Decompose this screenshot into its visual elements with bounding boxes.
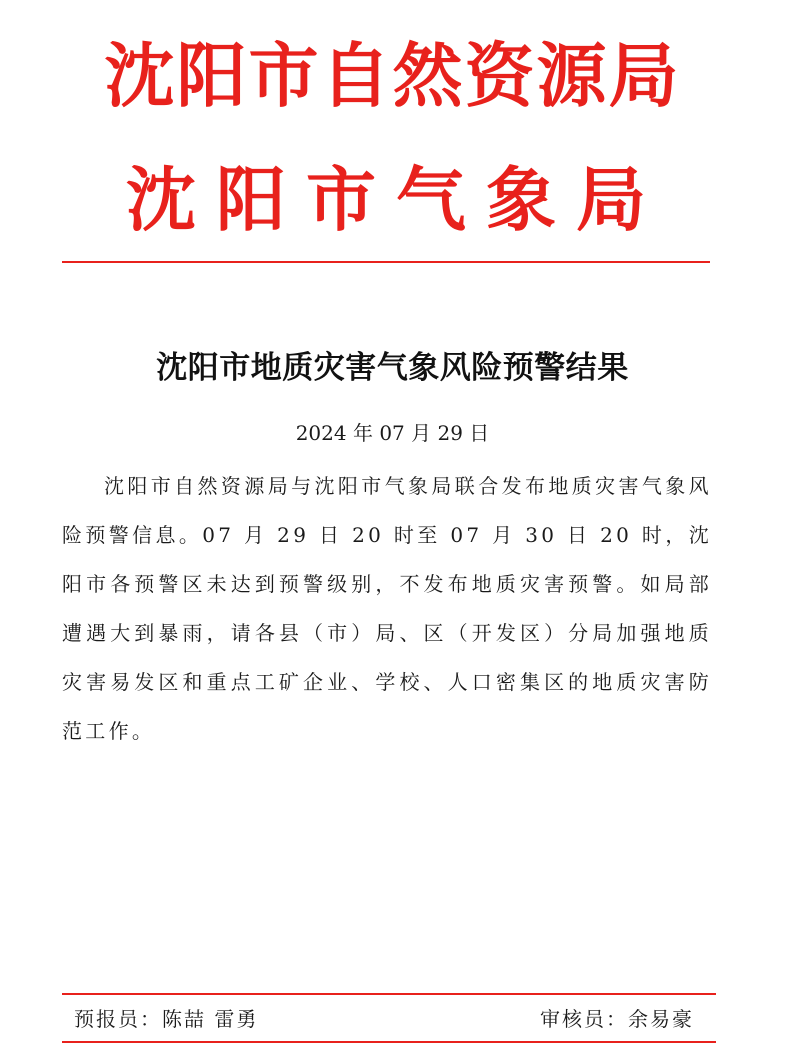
- issuer-org-natural-resources: 沈阳市自然资源局: [104, 34, 681, 117]
- issuer-org-char: 气: [396, 158, 466, 241]
- issuer-org-char: 象: [486, 158, 556, 241]
- signature-footer: [74, 1000, 694, 1038]
- issuer-org-char: 沈: [126, 158, 196, 241]
- footer-top-divider: [62, 993, 716, 995]
- issuer-org-char: 市: [306, 158, 376, 241]
- warning-body-text: 沈阳市自然资源局与沈阳市气象局联合发布地质灾害气象风险预警信息。07 月 29 日 20 时至 07 月 30 日 20 时，沈阳市各预警区未达到预警级别，不发布地质灾害预警。如局部遭遇大到暴雨，请各县（市）局、区（开发区）分局加强地质灾害易发区和重点工矿企业、学校、人口密集区的地质灾害防范工作。: [62, 474, 712, 743]
- reviewer-label: 审核员：余易豪: [540, 1007, 694, 1031]
- issuer-org-char: 阳: [216, 158, 286, 241]
- issuer-org-char: 局: [576, 158, 646, 241]
- footer-bottom-divider: [62, 1041, 716, 1043]
- forecaster-label: 预报员：陈喆 雷勇: [74, 1007, 259, 1031]
- issuer-org-meteorological: [126, 158, 646, 242]
- header-divider: [62, 261, 710, 263]
- document-title: 沈阳市地质灾害气象风险预警结果: [156, 350, 629, 386]
- issue-date: 2024 年 07 月 29 日: [295, 421, 490, 445]
